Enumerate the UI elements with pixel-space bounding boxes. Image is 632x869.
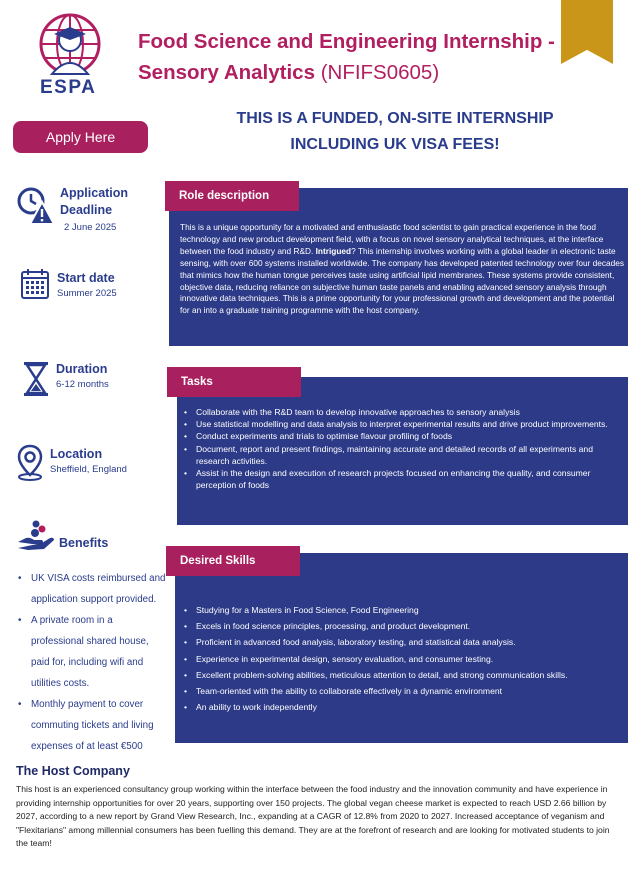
hand-coins-icon xyxy=(16,518,56,552)
host-company-heading: The Host Company xyxy=(16,764,130,778)
role-text-before: This is a unique opportunity for a motivated and enthusiastic food scientist to gain practical experience in the food technology and new product development field, with a focus on novel sensory analytical techniques, at the interface between the food industry and R&D. xyxy=(180,222,604,256)
benefits-list xyxy=(16,568,166,757)
list-item: • Team-oriented with the ability to collaborate effectively in a dynamic environment xyxy=(184,683,624,699)
start-date-label: Start date xyxy=(57,271,115,285)
location-value: Sheffield, England xyxy=(50,464,127,475)
list-item: • Collaborate with the R&D team to develop innovative approaches to sensory analysis xyxy=(184,406,624,418)
funded-banner-line1: THIS IS A FUNDED, ON-SITE INTERNSHIP xyxy=(236,110,554,127)
apply-button[interactable]: Apply Here xyxy=(13,121,148,153)
hourglass-icon xyxy=(22,361,50,397)
list-item: • Use statistical modelling and data analysis to interpret experimental results and drive product improvements. xyxy=(184,418,624,430)
list-item: • Proficient in advanced food analysis, laboratory testing, and statistical data analysis. xyxy=(184,634,624,650)
calendar-icon xyxy=(20,268,50,300)
tasks-list xyxy=(184,406,624,491)
role-description-heading: Role description xyxy=(165,181,299,211)
duration-value: 6-12 months xyxy=(56,379,109,390)
list-item: • A private room in a professional shared house, paid for, including wifi and utilities costs. xyxy=(16,610,166,694)
funded-banner-line2: INCLUDING UK VISA FEES! xyxy=(290,136,500,153)
page-title xyxy=(138,26,578,88)
deadline-value: 2 June 2025 xyxy=(64,222,117,233)
duration-label: Duration xyxy=(56,362,108,376)
role-description-text xyxy=(180,222,626,317)
host-company-text: This host is an experienced consultancy group working within the interface between the food industry and the innovation community and have experience in providing internship opportunities for over 20 years, supporting over 150 projects. The global vegan cheese market is expected to reach USD 2.66 billion by 2027, according to a new report by Grand View Research, Inc., expanding at a CAGR of 12.8% from 2020 to 2027. Increased acceptance of veganism and "Flexitarians" among millennial consumers has been fuelling this demand. They are at the forefront of research and are looking for motivated students to join the team! xyxy=(16,784,610,848)
logo-text: ESPA xyxy=(40,77,97,98)
internship-code: (NFIFS0605) xyxy=(320,61,440,84)
deadline-label-line2: Deadline xyxy=(60,203,113,217)
start-date-value: Summer 2025 xyxy=(57,288,117,299)
benefits-label: Benefits xyxy=(59,536,109,550)
list-item: • Assist in the design and execution of research projects focused on enhancing the quality, and consumer perception of foods xyxy=(184,467,624,491)
clock-alert-icon xyxy=(16,186,56,226)
skills-list xyxy=(184,602,624,715)
list-item: • Monthly payment to cover commuting tickets and living expenses of at least €500 xyxy=(16,694,166,757)
page-title-text: Food Science and Engineering Internship - Sensory Analytics xyxy=(138,30,555,84)
role-text-highlight: Intrigued xyxy=(315,245,352,256)
location-label: Location xyxy=(50,447,103,461)
list-item: • Conduct experiments and trials to optimise flavour profiling of foods xyxy=(184,430,624,442)
list-item: • An ability to work independently xyxy=(184,699,624,715)
tasks-heading: Tasks xyxy=(167,367,301,397)
deadline-label xyxy=(60,185,128,219)
list-item: • Document, report and present findings, maintaining accurate and detailed records of all experiments and research activities. xyxy=(184,443,624,467)
list-item: • Studying for a Masters in Food Science, Food Engineering xyxy=(184,602,624,618)
location-pin-icon xyxy=(16,444,44,482)
list-item: • Experience in experimental design, sensory evaluation, and consumer testing. xyxy=(184,651,624,667)
list-item: • Excels in food science principles, processing, and product development. xyxy=(184,618,624,634)
skills-heading: Desired Skills xyxy=(166,546,300,576)
funded-banner xyxy=(160,106,630,158)
deadline-label-line1: Application xyxy=(60,186,129,200)
list-item: • UK VISA costs reimbursed and application support provided. xyxy=(16,568,166,610)
role-text-after: ? This internship involves working with a global leader in electronic taste sensing, with over 600 systems installed worldwide. The company has developed patented technology over four decades that mimics how the human tongue perceives taste using artificial lipid membranes. These systems provide consistent, objective data, reducing reliance on subjective human taste panels and enabling advanced sensory analysis through innovative data techniques. This is a prime opportunity for your professional growth and development and the potential for an into a graduate training programme with the host company. xyxy=(180,245,624,316)
list-item: • Excellent problem-solving abilities, meticulous attention to detail, and strong communication skills. xyxy=(184,667,624,683)
